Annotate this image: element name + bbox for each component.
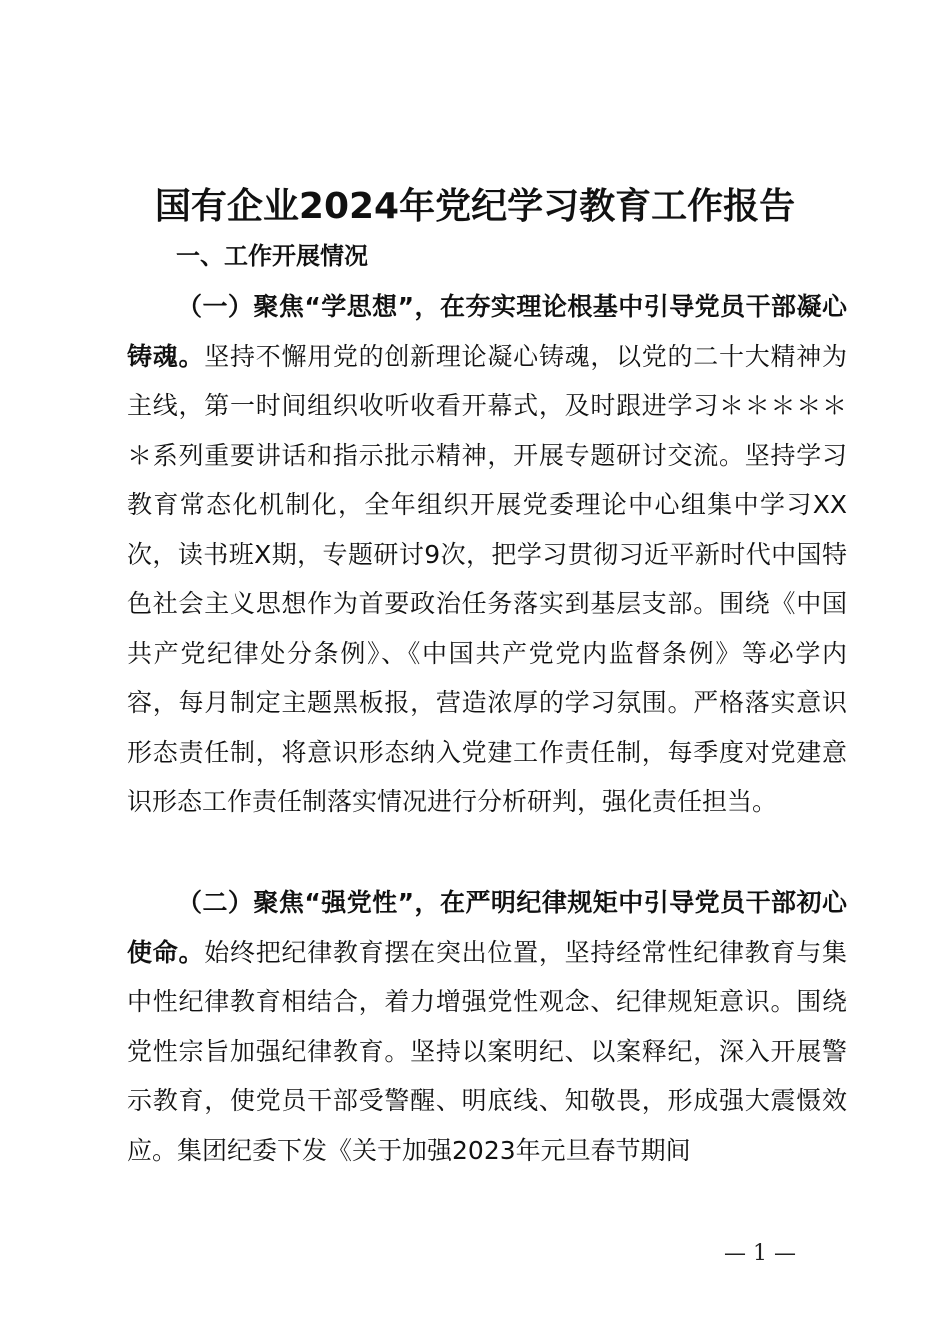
paragraph-2-body: 始终把纪律教育摆在突出位置，坚持经常性纪律教育与集中性纪律教育相结合，着力增强党性观念、纪律规矩意识。围绕党性宗旨加强纪律教育。坚持以案明纪、以案释纪，深入开展警示教育，使党员干部受警醒、明底线、知敬畏，形成强大震慑效应。集团纪委下发《关于加强2023年元旦春节期间 <box>127 937 847 1165</box>
paragraph-2-lead: （二）聚焦“强党性”，在严明纪律规矩中引导党员干部初心使命。 <box>127 888 847 967</box>
paragraph-1 <box>127 282 847 827</box>
section-heading: 一、工作开展情况 <box>176 242 368 270</box>
paragraph-2 <box>127 878 847 1175</box>
document-title: 国有企业2024年党纪学习教育工作报告 <box>154 186 796 227</box>
paragraph-1-body: 坚持不懈用党的创新理论凝心铸魂，以党的二十大精神为主线，第一时间组织收听收看开幕式，及时跟进学习＊＊＊＊＊＊系列重要讲话和指示批示精神，开展专题研讨交流。坚持学习教育常态化机制化，全年组织开展党委理论中心组集中学习XX次，读书班X期，专题研讨9次，把学习贯彻习近平新时代中国特色社会主义思想作为首要政治任务落实到基层支部。围绕《中国共产党纪律处分条例》、《中国共产党党内监督条例》等必学内容，每月制定主题黑板报，营造浓厚的学习氛围。严格落实意识形态责任制，将意识形态纳入党建工作责任制，每季度对党建意识形态工作责任制落实情况进行分析研判，强化责任担当。 <box>127 341 847 816</box>
paragraph-1-lead: （一）聚焦“学思想”，在夯实理论根基中引导党员干部凝心铸魂。 <box>127 292 847 371</box>
page-number: — 1 — <box>724 1241 796 1266</box>
